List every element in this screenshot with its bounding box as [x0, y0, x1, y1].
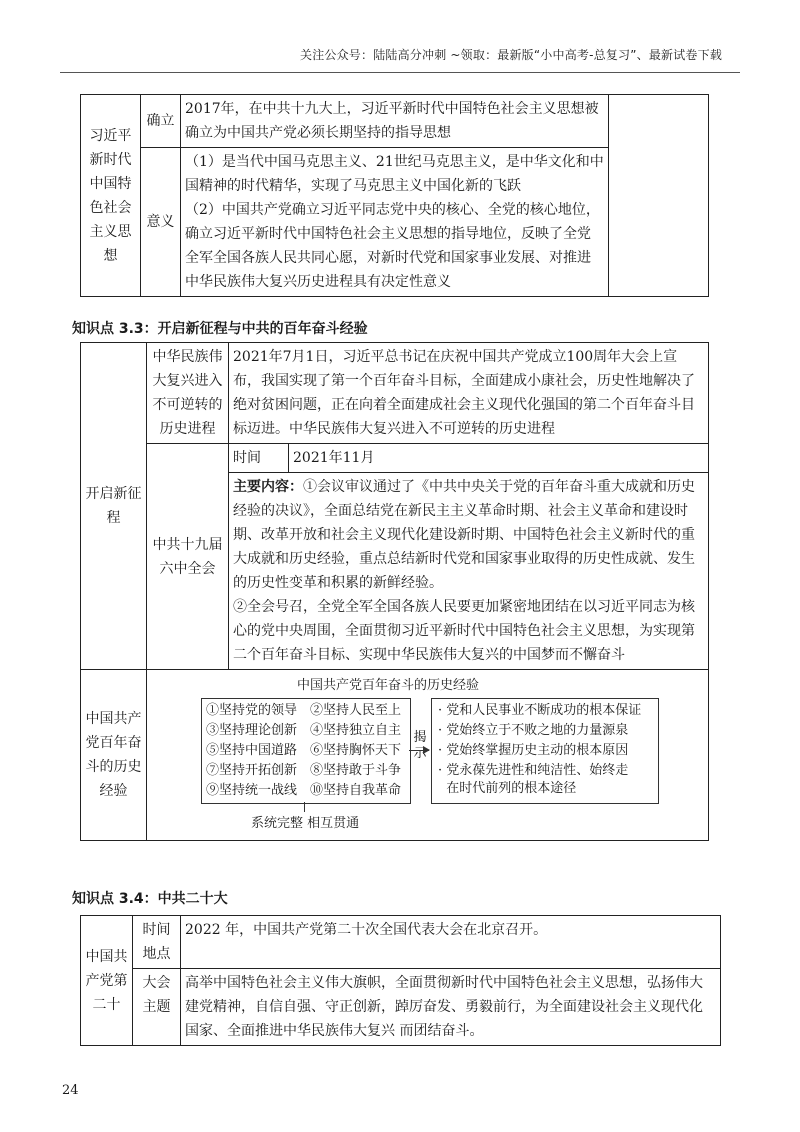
result-item: · 党永葆先进性和纯洁性、始终走 [438, 763, 629, 778]
content-text-1: ①会议审议通过了《中共中央关于党的百年奋斗重大成就和历史经验的决议》，全面总结党在新民主主义革命时期、社会主义革命和建设时期、改革开放和社会主义现代化建设新时期、中国特色社会主义新时代的重大成就和历史经验，重点总结新时代党和国家事业取得的历史性成就、发生的历史性变革和积累的新鲜经验。 [233, 479, 695, 591]
results-box [431, 698, 659, 804]
plenum-content-p2: ②全会号召，全党全军全国各族人民要更加紧密地团结在以习近平同志为核心的党中央周围，全面贯彻习近平新时代中国特色社会主义思想，为实现第二个百年奋斗目标、实现中华民族伟大复兴的中国梦而不懈奋斗 [233, 599, 695, 663]
principle-item: ⑦坚持开拓创新 [206, 763, 298, 778]
result-item: · 党和人民事业不断成功的根本保证 [438, 703, 642, 718]
principle-item: ②坚持人民至上 [310, 703, 402, 718]
section-title-3-4: 知识点 3.4：中共二十大 [72, 891, 228, 907]
diagram-caption: 系统完整 相互贯通 [251, 816, 360, 831]
principles-box [201, 698, 411, 804]
section-title-3-3: 知识点 3.3：开启新征程与中共的百年奋斗经验 [72, 321, 368, 337]
history-experience-diagram [147, 670, 709, 841]
twentieth-congress-table [80, 915, 721, 1046]
principle-item: ①坚持党的领导 [206, 703, 298, 718]
congress-topic: 中国共产党第二十 [81, 916, 133, 1046]
principle-item: ④坚持独立自主 [310, 723, 402, 738]
significance-p1: （1）是当代中国马克思主义、21世纪马克思主义，是中华文化和中国精神的时代精华，实现了马克思主义中国化新的飞跃 [185, 154, 604, 194]
page-header: 关注公众号：陆陆高分冲刺 ~领取：最新版“小中高考-总复习”、最新试卷下载 [300, 48, 723, 62]
theme-text: 高举中国特色社会主义伟大旗帜，全面贯彻新时代中国特色社会主义思想，弘扬伟大建党精神，自信自强、守正创新，踔厉奋发、勇毅前行，为全面建设社会主义现代化国家、全面推进中华民族伟大复兴 而团结奋斗。 [181, 969, 721, 1046]
diagram-title: 中国共产党百年奋斗的历史经验 [297, 678, 480, 693]
rejuvenation-text: 2021年7月1日，习近平总书记在庆祝中国共产党成立100周年大会上宣布，我国实现了第一个百年奋斗目标，全面建成小康社会，历史性地解决了绝对贫困问题，正在向着全面建成社会主义现代化强国的第二个百年奋斗目标迈进。中华民族伟大复兴进入不可逆转的历史进程 [229, 343, 709, 444]
principle-item: ⑩坚持自我革命 [310, 783, 402, 798]
significance-p2: （2）中国共产党确立习近平同志党中央的核心、全党的核心地位，确立习近平新时代中国特色社会主义思想的指导地位，反映了全党全军全国各族人民共同心愿，对新时代党和国家事业发展、对推进中华民族伟大复兴历史进程具有决定性意义 [185, 202, 600, 290]
time-label: 时间 [229, 444, 289, 473]
result-item: · 党始终立于不败之地的力量源泉 [438, 723, 629, 738]
principle-item: ⑧坚持敢于斗争 [310, 763, 402, 778]
principle-item: ③坚持理论创新 [206, 723, 298, 738]
reveal-label: 揭示 [413, 730, 427, 761]
header-divider [60, 72, 740, 73]
result-item: 在时代前列的根本途径 [438, 781, 577, 796]
principle-item: ⑥坚持胸怀天下 [310, 743, 402, 758]
sixth-plenum-label: 中共十九届六中全会 [147, 444, 229, 670]
new-journey-topic: 开启新征程 [81, 343, 147, 670]
blank-cell [609, 95, 709, 297]
establish-text: 2017年，在中共十九大上，习近平新时代中国特色社会主义思想被确立为中国共产党必须长期坚持的指导思想 [181, 95, 609, 148]
new-journey-table [80, 342, 709, 841]
plenum-content [229, 473, 709, 670]
time-value: 2021年11月 [289, 444, 709, 473]
result-item: · 党始终掌握历史主动的根本原因 [438, 743, 629, 758]
principle-item: ⑨坚持统一战线 [206, 783, 298, 798]
caption-connector [304, 802, 305, 812]
theme-label: 大会主题 [133, 969, 181, 1046]
establish-label: 确立 [141, 95, 181, 148]
history-experience-topic: 中国共产党百年奋斗的历史经验 [81, 670, 147, 841]
reveal-arrow-icon [423, 746, 430, 754]
significance-label: 意义 [141, 148, 181, 297]
plenum-content-p1 [233, 475, 704, 595]
time-place-label: 时间地点 [133, 916, 181, 969]
principle-item: ⑤坚持中国道路 [206, 743, 298, 758]
thought-table [80, 94, 709, 297]
rejuvenation-label: 中华民族伟大复兴进入不可逆转的历史进程 [147, 343, 229, 444]
significance-text [181, 148, 609, 297]
page-number: 24 [62, 1083, 79, 1098]
content-label: 主要内容： [233, 479, 303, 495]
time-place-text: 2022 年，中国共产党第二十次全国代表大会在北京召开。 [181, 916, 721, 969]
thought-topic-cell: 习近平新时代中国特色社会主义思想 [81, 95, 141, 297]
